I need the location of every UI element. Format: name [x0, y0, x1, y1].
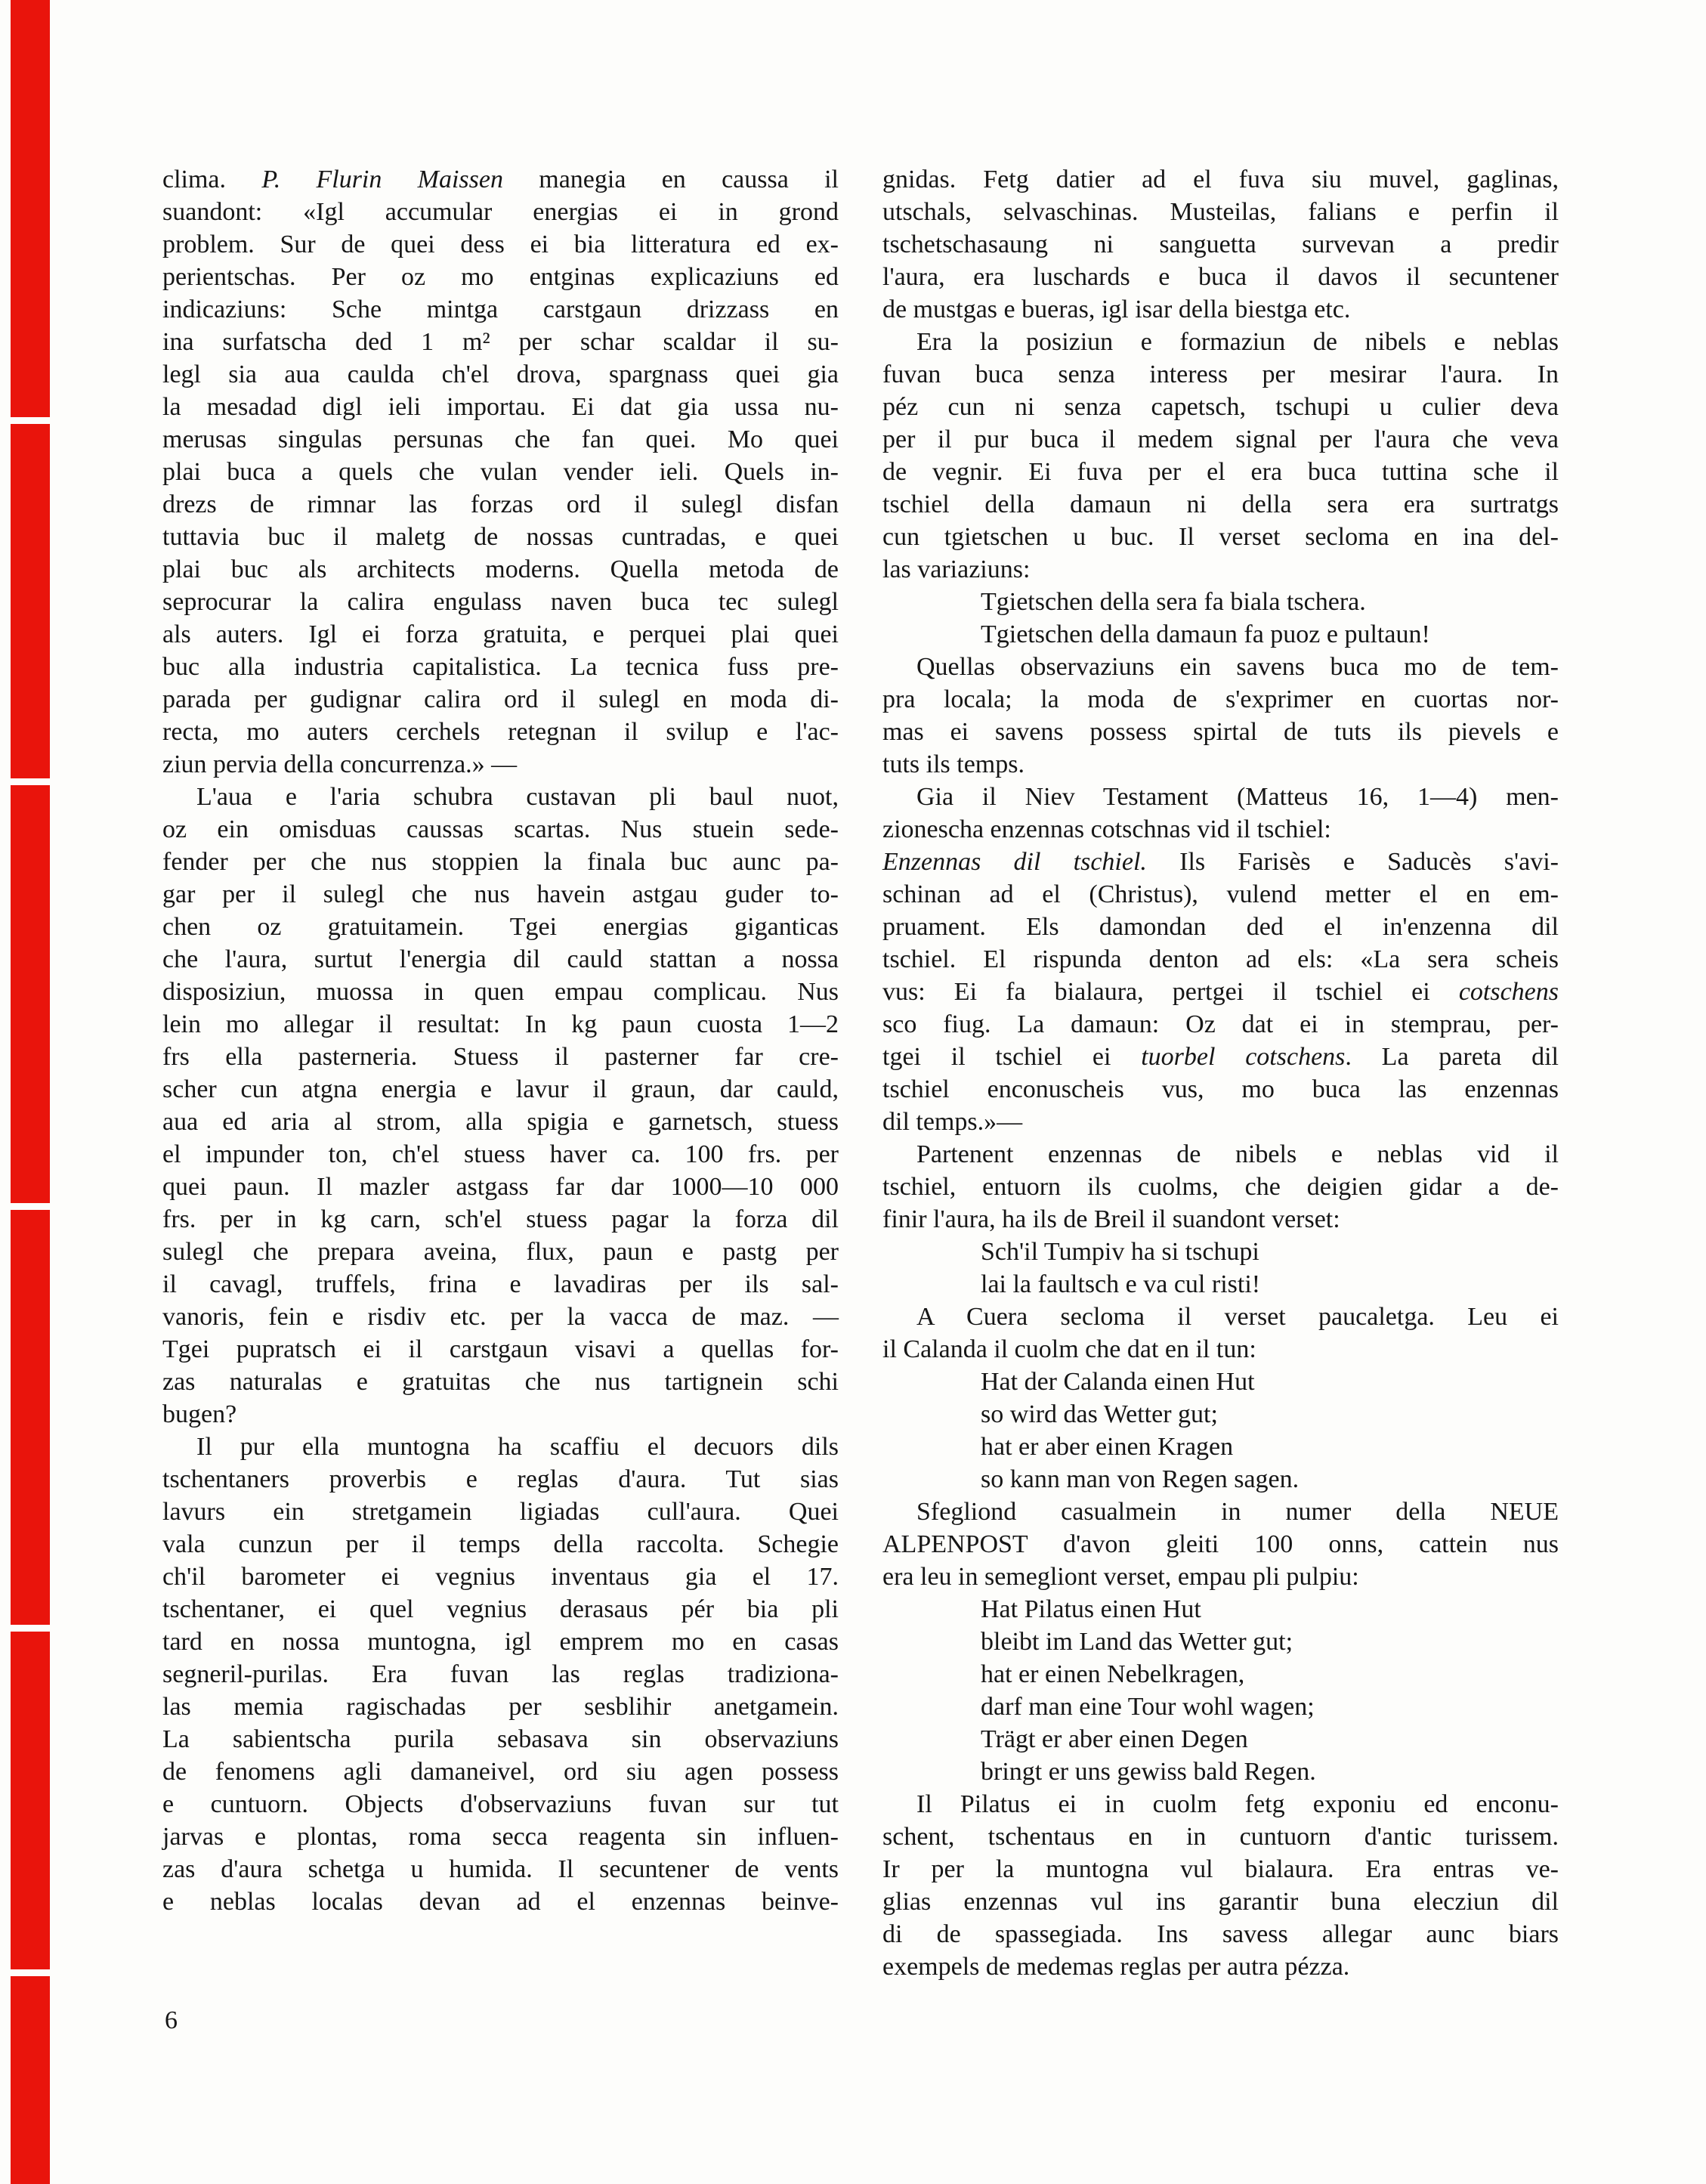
text-line: pruament. Els damondan ded el in'enzenna dil — [882, 913, 1559, 941]
text-line: Sfegliond casualmein in numer della NEUE — [916, 1498, 1559, 1526]
text-line: zas naturalas e gratuitas che nus tartignein schi — [162, 1368, 839, 1396]
text-line: tschentaners proverbis e reglas d'aura. Tut sias — [162, 1465, 839, 1493]
text-line: oz ein omisduas caussas scartas. Nus stuein sede- — [162, 815, 839, 843]
text-line: drezs de rimnar las forzas ord il sulegl disfan — [162, 490, 839, 518]
text-line: ina surfatscha ded 1 m² per schar scaldar il su- — [162, 328, 839, 356]
text-line: Enzennas dil tschiel. Ils Farisès e Saducès s'avi- — [882, 848, 1559, 876]
text-line: Sch'il Tumpiv ha si tschupi — [981, 1238, 1259, 1266]
text-line: vala cunzun per il temps della raccolta. Schegie — [162, 1530, 839, 1558]
red-bar-gap — [11, 1203, 50, 1210]
text-line: bugen? — [162, 1400, 237, 1428]
text-line: era leu in semegliont verset, empau pli pulpiu: — [882, 1563, 1359, 1591]
text-line: Quellas observaziuns ein savens buca mo de tem- — [916, 653, 1559, 681]
text-line: las memia ragischadas per sesblihir anetgamein. — [162, 1693, 839, 1721]
text-line: tschiel. El rispunda denton ad els: «La sera scheis — [882, 945, 1559, 973]
page-number: 6 — [165, 2006, 178, 2034]
text-line: disposiziun, muossa in quen empau complicau. Nus — [162, 978, 839, 1006]
red-bar-gap — [11, 1625, 50, 1632]
text-line: parada per gudignar calira ord il sulegl en moda di- — [162, 685, 839, 713]
text-column-left — [162, 163, 839, 1918]
text-line: zas d'aura schetga u humida. Il secuntener de vents — [162, 1855, 839, 1883]
text-column-right — [882, 163, 1559, 1983]
text-line: utschals, selvaschinas. Musteilas, falians e perfin il — [882, 198, 1559, 226]
text-line: Il Pilatus ei in cuolm fetg exponiu ed enconu- — [916, 1790, 1559, 1818]
text-line: glias enzennas vul ins garantir buna elecziun dil — [882, 1888, 1559, 1916]
text-line: per il pur buca il medem signal per l'aura che veva — [882, 425, 1559, 453]
text-line: plai buca a quels che vulan vender ieli. Quels in- — [162, 458, 839, 486]
text-line: de mustgas e bueras, igl isar della biestga etc. — [882, 295, 1351, 323]
text-line: darf man eine Tour wohl wagen; — [981, 1693, 1315, 1721]
text-line: Partenent enzennas de nibels e neblas vid il — [916, 1140, 1559, 1168]
text-line: aua ed aria al strom, alla spigia e garnetsch, stuess — [162, 1108, 839, 1136]
text-line: La sabientscha purila sebasava sin observaziuns — [162, 1725, 839, 1753]
text-line: plai buc als architects moderns. Quella metoda de — [162, 555, 839, 583]
text-line: lai la faultsch e va cul risti! — [981, 1270, 1261, 1298]
text-line: A Cuera secloma il verset paucaletga. Leu ei — [916, 1303, 1559, 1331]
text-line: Hat Pilatus einen Hut — [981, 1595, 1201, 1623]
text-line: e cuntuorn. Objects d'observaziuns fuvan sur tut — [162, 1790, 839, 1818]
text-line: tuttavia buc il maletg de nossas cuntradas, e quei — [162, 523, 839, 551]
text-line: mas ei savens possess spirtal de tuts ils pievels e — [882, 718, 1559, 746]
text-line: recta, mo auters cerchels retegnan il svilup e l'ac- — [162, 718, 839, 746]
red-bar-gap — [11, 1969, 50, 1976]
text-line: de fenomens agli damaneivel, ord siu agen possess — [162, 1758, 839, 1786]
text-line: tschetschasaung ni sanguetta survevan a predir — [882, 230, 1559, 258]
text-line: segneril-purilas. Era fuvan las reglas tradiziona- — [162, 1660, 839, 1688]
text-line: schent, tschentaus en in cuntuorn d'antic turissem. — [882, 1823, 1559, 1851]
text-line: so kann man von Regen sagen. — [981, 1465, 1300, 1493]
text-line: problem. Sur de quei dess ei bia litteratura ed ex- — [162, 230, 839, 258]
text-line: Ir per la muntogna vul bialaura. Era entras ve- — [882, 1855, 1559, 1883]
text-line: vanoris, fein e risdiv etc. per la vacca de maz. — — [162, 1303, 839, 1331]
text-line: Era la posiziun e formaziun de nibels e neblas — [916, 328, 1559, 356]
text-line: L'aua e l'aria schubra custavan pli baul nuot, — [196, 783, 839, 811]
text-line: cun tgietschen u buc. Il verset secloma en ina del- — [882, 523, 1559, 551]
text-line: merusas singulas persunas che fan quei. Mo quei — [162, 425, 839, 453]
text-line: sco fiug. La damaun: Oz dat ei in stemprau, per- — [882, 1010, 1559, 1038]
red-bar-gap — [11, 778, 50, 785]
text-line: exempels de medemas reglas per autra pézza. — [882, 1953, 1350, 1981]
text-line: vus: Ei fa bialaura, pertgei il tschiel ei cotschens — [882, 978, 1559, 1006]
text-line: Hat der Calanda einen Hut — [981, 1368, 1255, 1396]
text-line: che l'aura, surtut l'energia dil cauld stattan a nossa — [162, 945, 839, 973]
text-line: tuts ils temps. — [882, 750, 1025, 778]
text-line: de vegnir. Ei fuva per el era buca tuttina sche il — [882, 458, 1559, 486]
text-line: Tgietschen della damaun fa puoz e pultaun! — [981, 620, 1430, 648]
text-line: dil temps.»— — [882, 1108, 1023, 1136]
text-line: indicaziuns: Sche mintga carstgaun drizzass en — [162, 295, 839, 323]
text-line: Tgietschen della sera fa biala tschera. — [981, 588, 1366, 616]
text-line: gnidas. Fetg datier ad el fuva siu muvel, gaglinas, — [882, 166, 1559, 193]
text-line: Tgei pupratsch ei il carstgaun visavi a quellas for- — [162, 1335, 839, 1363]
text-line: tgei il tschiel ei tuorbel cotschens. La pareta dil — [882, 1043, 1559, 1071]
text-line: als auters. Igl ei forza gratuita, e perquei plai quei — [162, 620, 839, 648]
text-line: gar per il sulegl che nus havein astgau guder to- — [162, 880, 839, 908]
text-line: perientschas. Per oz mo entginas explicaziuns ed — [162, 263, 839, 291]
text-line: fender per che nus stoppien la finala buc aunc pa- — [162, 848, 839, 876]
text-line: di de spassegiada. Ins savess allegar aunc biars — [882, 1920, 1559, 1948]
text-line: bleibt im Land das Wetter gut; — [981, 1628, 1293, 1656]
text-line: so wird das Wetter gut; — [981, 1400, 1218, 1428]
text-line: tschentaner, ei quel vegnius derasaus pér bia pli — [162, 1595, 839, 1623]
text-line: suandont: «Igl accumular energias ei in grond — [162, 198, 839, 226]
text-line: jarvas e plontas, roma secca reagenta sin influen- — [162, 1823, 839, 1851]
text-line: el impunder ton, ch'el stuess haver ca. 100 frs. per — [162, 1140, 839, 1168]
text-line: il cavagl, truffels, frina e lavadiras per ils sal- — [162, 1270, 839, 1298]
text-line: tschiel della damaun ni della sera era surtratgs — [882, 490, 1559, 518]
text-line: ch'il barometer ei vegnius inventaus gia el 17. — [162, 1563, 839, 1591]
text-line: lavurs ein stretgamein ligiadas cull'aura. Quei — [162, 1498, 839, 1526]
text-line: il Calanda il cuolm che dat en il tun: — [882, 1335, 1256, 1363]
text-line: Gia il Niev Testament (Matteus 16, 1—4) men- — [916, 783, 1559, 811]
text-line: e neblas localas devan ad el enzennas beinve- — [162, 1888, 839, 1916]
text-line: Trägt er aber einen Degen — [981, 1725, 1248, 1753]
text-line: las variaziuns: — [882, 555, 1031, 583]
text-line: seprocurar la calira engulass naven buca tec sulegl — [162, 588, 839, 616]
text-line: chen oz gratuitamein. Tgei energias giganticas — [162, 913, 839, 941]
text-line: lein mo allegar il resultat: In kg paun cuosta 1—2 — [162, 1010, 839, 1038]
text-line: zionescha enzennas cotschnas vid il tschiel: — [882, 815, 1331, 843]
text-line: frs ella pasterneria. Stuess il pasterner far cre- — [162, 1043, 839, 1071]
text-line: l'aura, era luschards e buca il davos il secuntener — [882, 263, 1559, 291]
text-line: legl sia aua caulda ch'el drova, spargnass quei gia — [162, 360, 839, 388]
text-line: sulegl che prepara aveina, flux, paun e pastg per — [162, 1238, 839, 1266]
text-line: Il pur ella muntogna ha scaffiu el decuors dils — [196, 1433, 839, 1461]
text-line: schinan ad el (Christus), vulend metter el en em- — [882, 880, 1559, 908]
text-line: bringt er uns gewiss bald Regen. — [981, 1758, 1316, 1786]
text-line: finir l'aura, ha ils de Breil il suandont verset: — [882, 1205, 1340, 1233]
red-edge-bar — [11, 0, 50, 2184]
text-line: hat er aber einen Kragen — [981, 1433, 1234, 1461]
text-line: quei paun. Il mazler astgass far dar 1000—10 000 — [162, 1173, 839, 1201]
text-line: scher cun atgna energia e lavur il graun, dar cauld, — [162, 1075, 839, 1103]
text-line: ALPENPOST d'avon gleiti 100 onns, cattein nus — [882, 1530, 1559, 1558]
text-line: ziun pervia della concurrenza.» — — [162, 750, 518, 778]
text-line: tard en nossa muntogna, igl emprem mo en casas — [162, 1628, 839, 1656]
text-line: tschiel, entuorn ils cuolms, che deigien gidar a de- — [882, 1173, 1559, 1201]
text-line: la mesadad digl ieli importau. Ei dat gia ussa nu- — [162, 393, 839, 421]
text-line: tschiel enconuscheis vus, mo buca las enzennas — [882, 1075, 1559, 1103]
text-line: fuvan buca senza interess per mesirar l'aura. In — [882, 360, 1559, 388]
text-line: frs. per in kg carn, sch'el stuess pagar la forza dil — [162, 1205, 839, 1233]
text-line: hat er einen Nebelkragen, — [981, 1660, 1245, 1688]
text-line: clima. P. Flurin Maissen manegia en caussa il — [162, 166, 839, 193]
text-line: pra locala; la moda de s'exprimer en cuortas nor- — [882, 685, 1559, 713]
text-line: buc alla industria capitalistica. La tecnica fuss pre- — [162, 653, 839, 681]
red-bar-gap — [11, 417, 50, 424]
text-line: péz cun ni senza capetsch, tschupi u culier deva — [882, 393, 1559, 421]
